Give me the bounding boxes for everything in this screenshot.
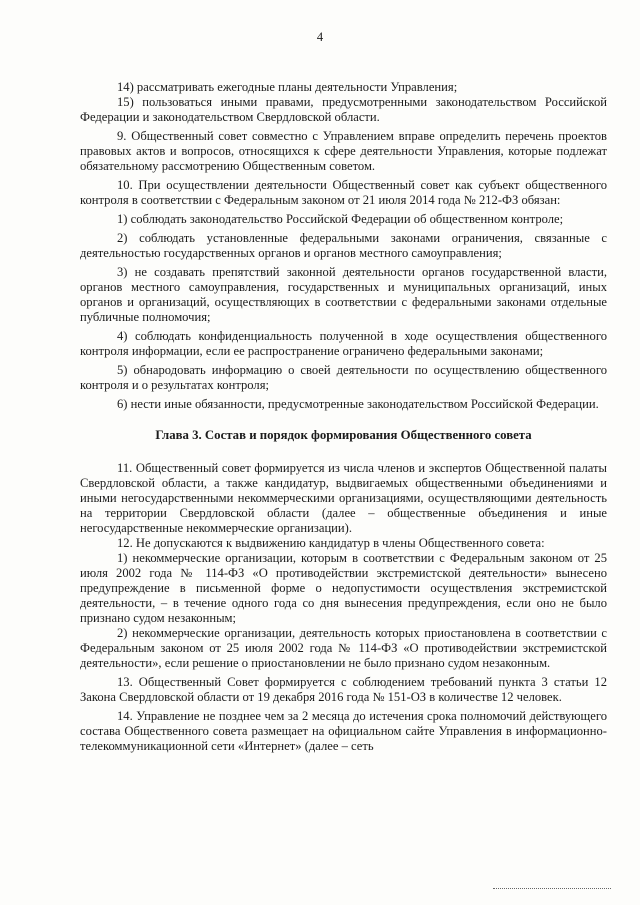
paragraph: 9. Общественный совет совместно с Управлением вправе определить перечень проектов правовых актов и вопросов, относящихся к сфере деятельности Управления, которые подлежат обязательному рассмотрению Общественным советом. xyxy=(80,129,607,173)
paragraph: 14) рассматривать ежегодные планы деятельности Управления; xyxy=(117,80,458,94)
paragraph: 12. Не допускаются к выдвижению кандидатур в члены Общественного совета: xyxy=(117,536,545,550)
paragraph: 2) соблюдать установленные федеральными законами ограничения, связанные с деятельностью государственных органов и органов местного самоуправления; xyxy=(80,231,607,260)
paragraph: 1) соблюдать законодательство Российской Федерации об общественном контроле; xyxy=(117,212,564,226)
paragraph: 6) нести иные обязанности, предусмотренные законодательством Российской Федерации. xyxy=(117,397,599,411)
paragraph: 14. Управление не позднее чем за 2 месяца до истечения срока полномочий действующего состава Общественного совета размещает на официальном сайте Управления в информационно-телекоммуникационной сети «Интернет» (далее – сеть xyxy=(80,709,607,753)
paragraph: 13. Общественный Совет формируется с соблюдением требований пункта 3 статьи 12 Закона Свердловской области от 19 декабря 2016 года № 151-ОЗ в количестве 12 человек. xyxy=(80,675,607,704)
paragraph: 1) некоммерческие организации, которым в соответствии с Федеральным законом от 25 июля 2002 года № 114-ФЗ «О противодействии экстремистской деятельности» вынесено предупреждение в письменной форме о недопустимости осуществления экстремистской деятельности, – в течение одного года со дня вынесения предупреждения, если оно не было признано судом незаконным; xyxy=(80,551,607,625)
paragraph: 15) пользоваться иными правами, предусмотренными законодательством Российской Федерации и законодательством Свердловской области. xyxy=(80,95,607,124)
paragraph: 11. Общественный совет формируется из числа членов и экспертов Общественной палаты Свердловской области, а также кандидатур, выдвигаемых общественными объединениями и иными негосударственными некоммерческими организациями, осуществляющими деятельность на территории Свердловской области (далее – общественные объединения и иные негосударственные некоммерческие организации). xyxy=(80,461,607,535)
paragraph: 2) некоммерческие организации, деятельность которых приостановлена в соответствии с Федеральным законом от 25 июля 2002 года № 114-ФЗ «О противодействии экстремистской деятельности», если решение о приостановлении не было признано судом незаконным. xyxy=(80,626,607,670)
paragraph: 4) соблюдать конфиденциальность полученной в ходе осуществления общественного контроля информации, если ее распространение ограничено федеральными законами; xyxy=(80,329,607,358)
footer-rule xyxy=(493,888,611,889)
chapter-heading: Глава 3. Состав и порядок формирования Общественного совета xyxy=(155,428,532,442)
paragraph: 5) обнародовать информацию о своей деятельности по осуществлению общественного контроля и о результатах контроля; xyxy=(80,363,607,392)
paragraph: 10. При осуществлении деятельности Общественный совет как субъект общественного контроля в соответствии с Федеральным законом от 21 июля 2014 года № 212-ФЗ обязан: xyxy=(80,178,607,207)
document-body xyxy=(80,80,607,754)
paragraph: 3) не создавать препятствий законной деятельности органов государственной власти, органов местного самоуправления, государственных и муниципальных организаций, иных органов и организаций, осуществляющих в соответствии с федеральными законами отдельные публичные полномочия; xyxy=(80,265,607,324)
page-number: 4 xyxy=(316,30,324,44)
